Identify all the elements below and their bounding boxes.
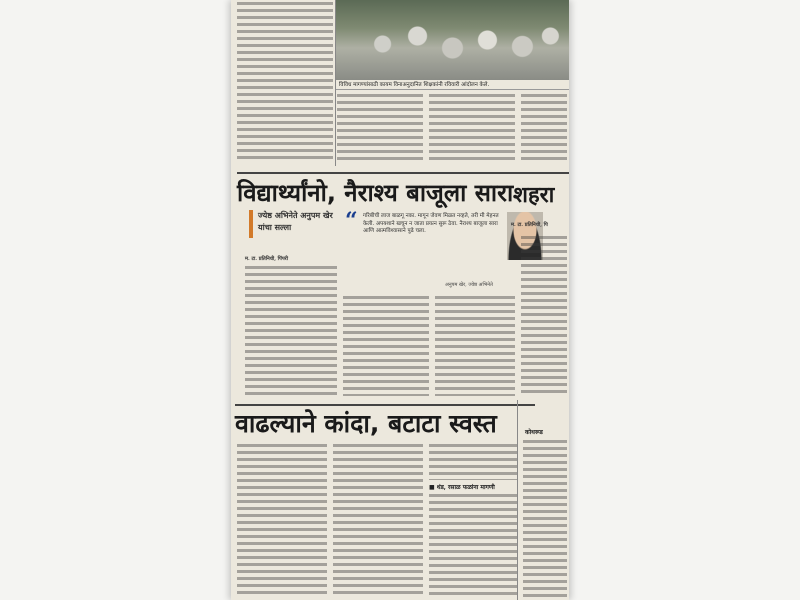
article1-column-3 <box>435 296 515 396</box>
article-column-1 <box>337 94 423 160</box>
article1-column-2 <box>343 296 429 396</box>
second-headline: वाढल्याने कांदा, बटाटा स्वस्त <box>235 404 535 442</box>
column-divider <box>335 0 336 166</box>
top-left-text-column <box>237 2 333 162</box>
article2-column-1 <box>237 444 327 598</box>
quote-author: अनुपम खेर, ज्येष्ठ अभिनेते <box>445 282 493 288</box>
article2-column-3b <box>429 494 517 598</box>
quote-text: गरिबीची लाज बाळगू नका. मागून जेवण मिळत नव्हते, तरी मी मेहनत केली. अपयशाने खचून न जाता प्रयत्न सुरू ठेवा. नैराश्य बाजूला सारा आणि आत्मविश्वासाने पुढे चला. <box>363 213 499 234</box>
article-column-3 <box>521 94 567 160</box>
protest-photo <box>336 0 569 80</box>
byline-right: म. टा. प्रतिनिधी, पि <box>511 222 548 228</box>
bullet-subheading: ■ थंड, रसाळ फळांना मागणी <box>429 484 495 491</box>
subheading: ज्येष्ठ अभिनेते अनुपम खेर यांचा सल्ला <box>249 210 341 238</box>
right-headline-fragment: शहरा <box>513 183 555 208</box>
right-column-heading: कोथरूड <box>525 429 543 436</box>
article1-column-1 <box>245 266 337 398</box>
main-headline: विद्यार्थ्यांनो, नैराश्य बाजूला सारा <box>237 172 569 212</box>
newspaper-page <box>231 0 569 600</box>
article2-column-2 <box>333 444 423 598</box>
article2-column-3 <box>429 444 517 480</box>
right-edge-column <box>521 236 567 396</box>
quote-box <box>345 210 505 290</box>
column-divider <box>517 400 518 600</box>
byline: म. टा. प्रतिनिधी, पिंपरी <box>245 256 288 262</box>
photo-caption: विविध मागण्यांसाठी कायम विनाअनुदानित शिक्षकांनी रविवारी आंदोलन केले. <box>336 80 569 90</box>
quote-mark-icon: “ <box>345 208 358 234</box>
right-small-column <box>523 440 567 598</box>
article-column-2 <box>429 94 515 160</box>
